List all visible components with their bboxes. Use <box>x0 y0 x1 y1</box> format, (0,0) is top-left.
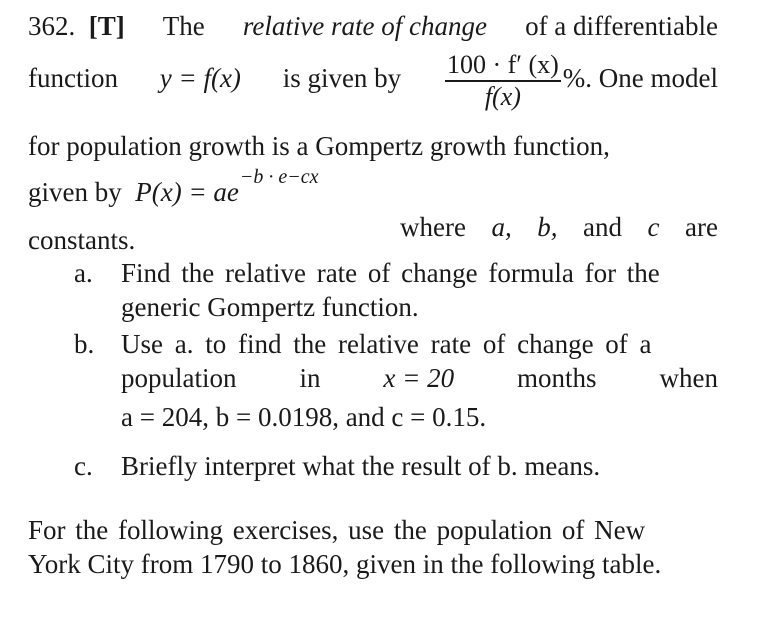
gompertz-exponent: −b · e−cx <box>239 166 319 188</box>
var-b: b, <box>537 212 558 242</box>
problem-number-text: 362. <box>28 11 76 41</box>
part-b-line-2 <box>121 361 718 395</box>
part-b-population: population <box>121 363 237 393</box>
line1-post: of a differentiable <box>525 11 718 41</box>
line4-pre: given by <box>28 177 122 207</box>
part-a-line-1-text: Find the relative rate of change formula for the <box>121 258 660 288</box>
footer-line-2 <box>28 548 718 580</box>
problem-line-5 <box>28 224 718 256</box>
line2-mid: is given by <box>282 63 402 93</box>
and-word: and <box>583 212 622 242</box>
are-word: are <box>685 212 718 242</box>
fraction-numerator: 100 · f′ (x) <box>445 50 561 82</box>
var-a: a, <box>491 212 512 242</box>
part-a-line-2: generic Gompertz function. <box>121 292 419 322</box>
part-a-line-1 <box>121 256 718 290</box>
part-b-line-3: a = 204, b = 0.0198, and c = 0.15. <box>121 402 487 432</box>
line2-post: %. One model <box>562 63 718 93</box>
problem-line-3 <box>28 130 718 162</box>
problem-line-2 <box>28 48 718 112</box>
part-b-marker: b. <box>74 329 95 359</box>
line5-text: constants. <box>28 225 136 255</box>
line3-text: for population growth is a Gompertz growth function, <box>28 131 610 161</box>
line4-where: where <box>400 212 466 242</box>
relative-rate-formula <box>443 48 718 112</box>
part-b-months: months <box>517 363 597 393</box>
part-b-line-1: Use a. to find the relative rate of change of a <box>121 329 652 359</box>
part-a-marker: a. <box>74 258 93 288</box>
footer-line-2-text: York City from 1790 to 1860, given in the following table. <box>28 549 662 579</box>
part-c-marker: c. <box>74 451 93 481</box>
problem-line-1 <box>28 10 718 42</box>
part-c-line-1: Briefly interpret what the result of b. means. <box>121 451 601 481</box>
line1-pre: The <box>162 11 205 41</box>
line2-pre: function <box>28 63 118 93</box>
part-a-body <box>121 256 718 324</box>
gompertz-base: P(x) = ae <box>135 177 239 207</box>
part-b-when: when <box>659 363 718 393</box>
relative-rate-term: relative rate of change <box>242 11 488 41</box>
part-b <box>74 327 718 439</box>
part-b-in: in <box>299 363 321 393</box>
formula-fraction <box>445 50 561 112</box>
function-equation: y = f(x) <box>159 63 241 93</box>
footer-line-1-text: For the following exercises, use the population of New <box>28 515 646 545</box>
technology-tag: [T] <box>88 11 125 41</box>
part-b-x-value: x = 20 <box>383 363 455 393</box>
part-a <box>74 256 718 324</box>
problem-number <box>28 10 125 42</box>
part-b-body <box>121 327 718 434</box>
footer-line-1 <box>28 514 718 546</box>
fraction-denominator: f(x) <box>484 81 521 111</box>
part-c <box>74 449 718 485</box>
var-c: c <box>647 212 660 242</box>
